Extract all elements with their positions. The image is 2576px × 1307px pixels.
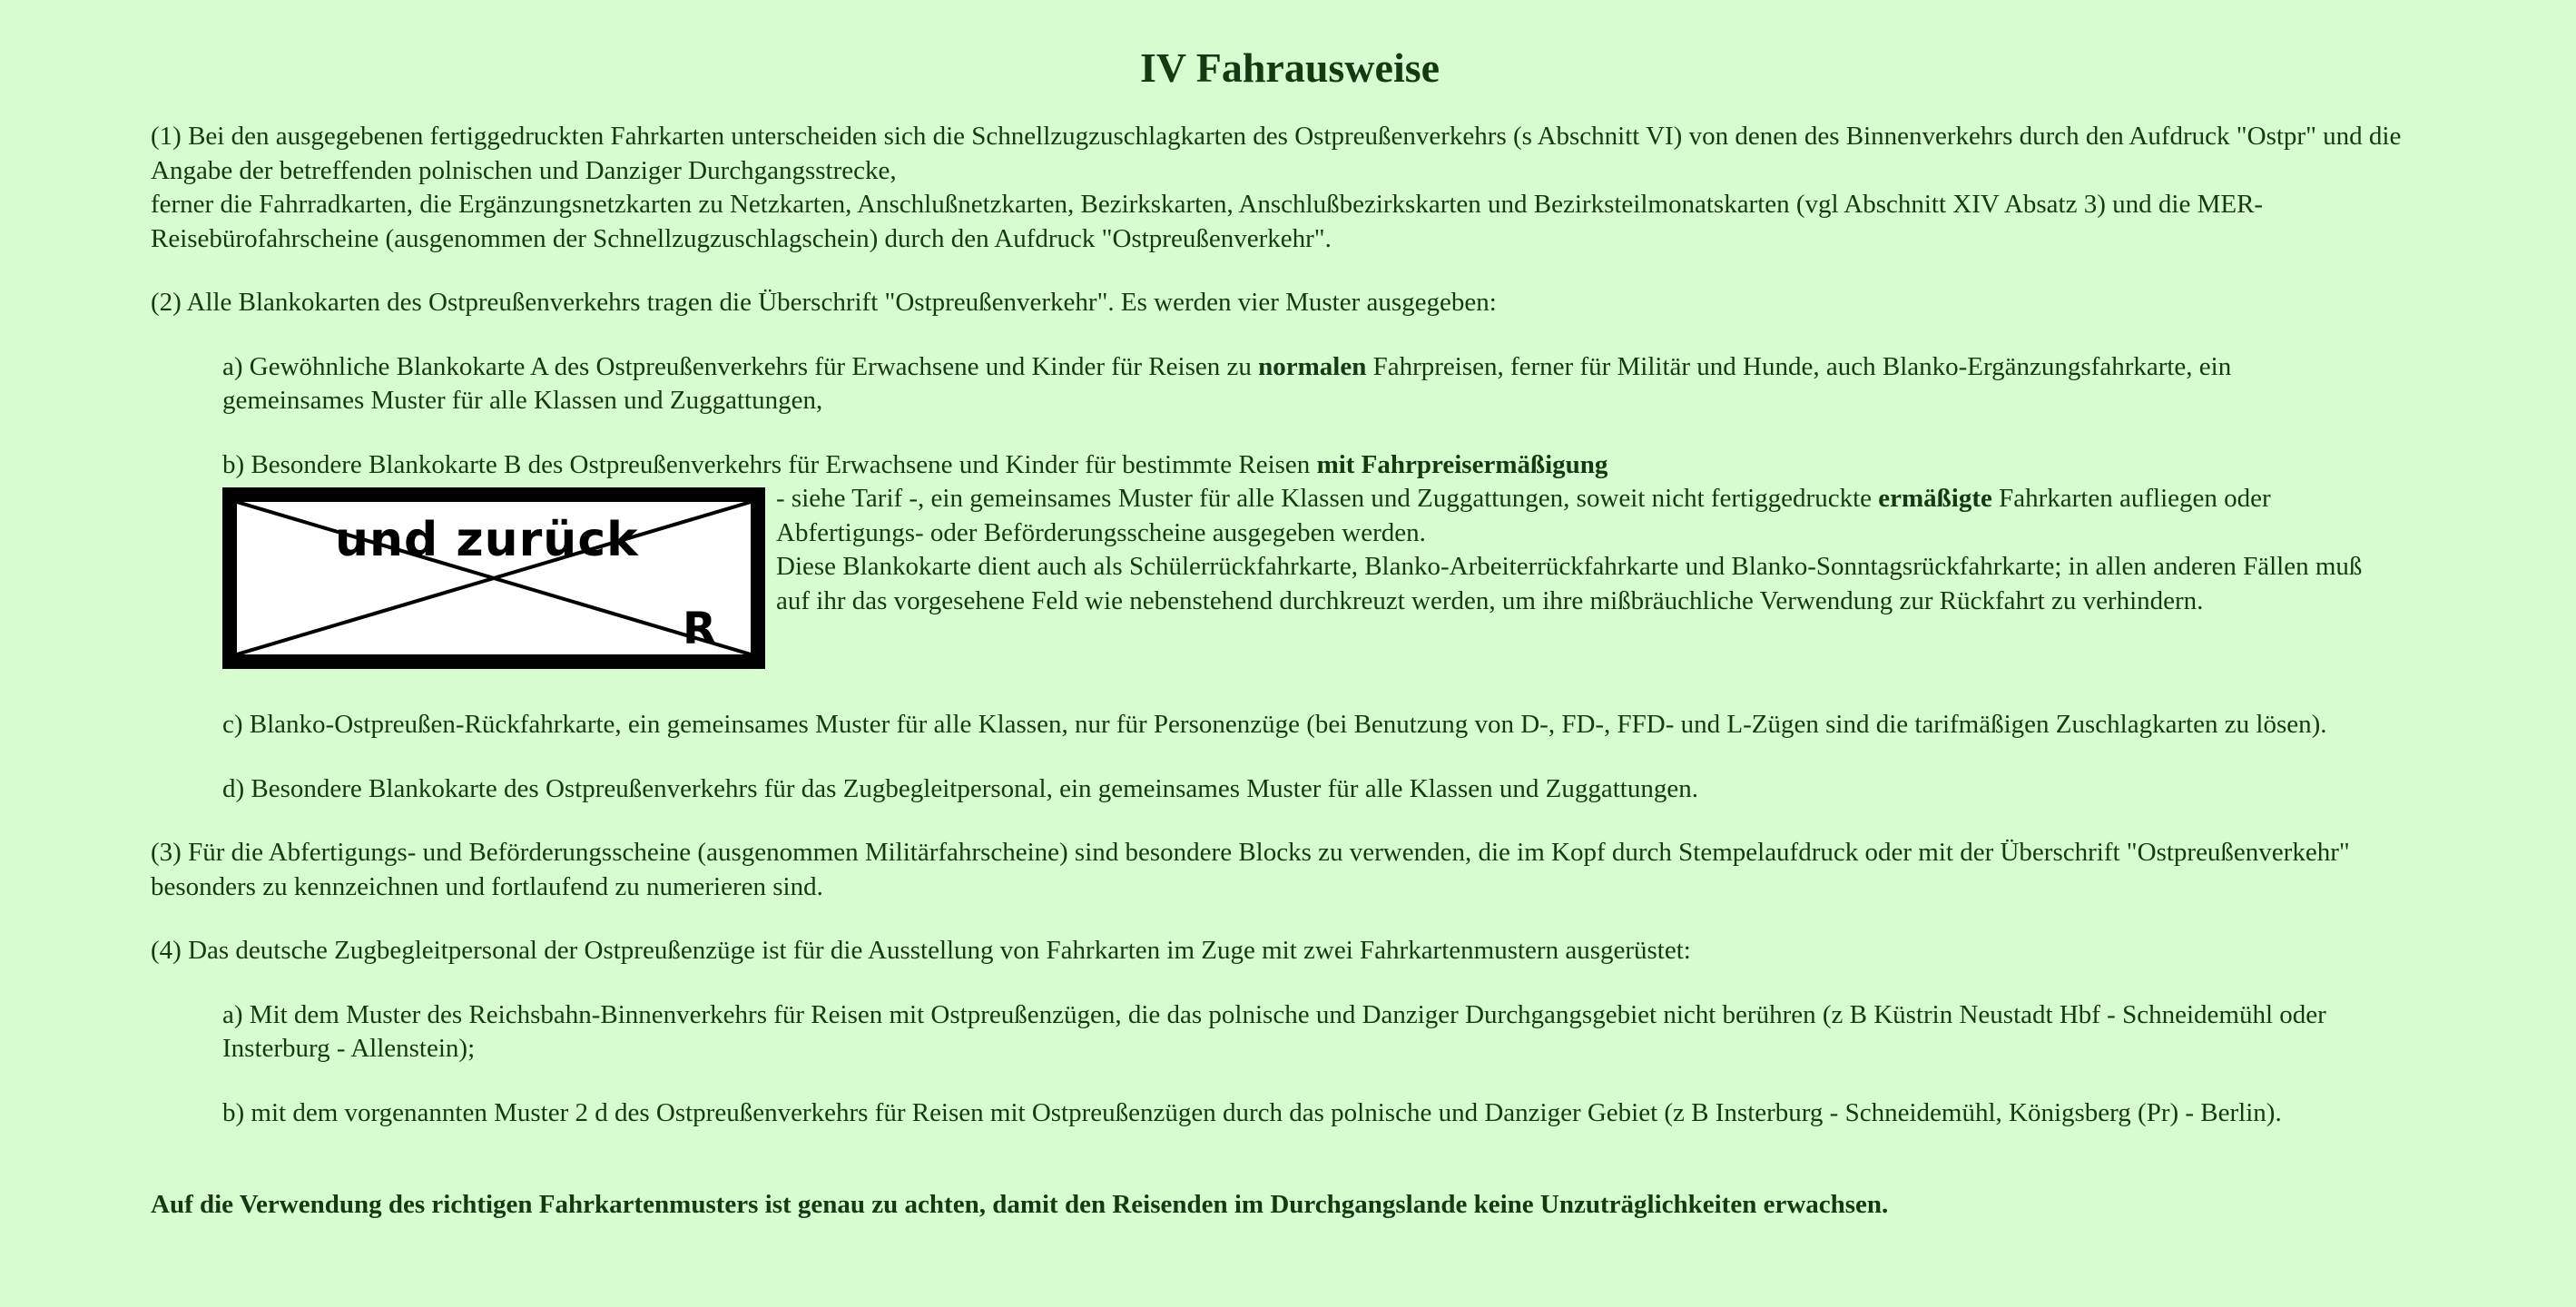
paragraph-2: (2) Alle Blankokarten des Ostpreußenverkehrs tragen die Überschrift "Ostpreußenverkehr". Es werden vier Muster ausgegeben:: [151, 288, 1497, 317]
paragraph-1: [151, 120, 2429, 256]
figure-main-text: und zurück: [335, 513, 639, 567]
paragraph-2b: [222, 448, 2383, 483]
paragraph-2b-bold-2: ermäßigte: [1878, 484, 1992, 513]
paragraph-1-part-a: (1) Bei den ausgegebenen fertiggedruckten Fahrkarten unterscheiden sich die Schnellzugzuschlagkarten des Ostpreußenverkehrs (s Abschnitt VI) von denen des Binnenverkehrs durch den Aufdruck "Ostpr" und die Angabe der betreffenden polnischen und Danziger Durchgangsstrecke,: [151, 122, 2402, 185]
paragraph-2b-mid: - siehe Tarif -, ein gemeinsames Muster für alle Klassen und Zuggattungen, soweit nicht fertiggedruckte: [776, 484, 1879, 513]
paragraph-2b-continued: [776, 482, 2392, 618]
paragraph-4a: a) Mit dem Muster des Reichsbahn-Binnenverkehrs für Reisen mit Ostpreußenzügen, die das polnische und Danziger Durchgangsgebiet nicht berühren (z B Küstrin Neustadt Hbf - Schneidemühl oder Insterburg - Allenstein);: [222, 999, 2326, 1063]
paragraph-2b-bold-1: mit Fahrpreisermäßigung: [1316, 449, 1608, 479]
paragraph-2a: [222, 350, 2319, 418]
figure-corner-letter: R: [683, 604, 716, 654]
paragraph-2b-block: [222, 448, 2473, 679]
paragraph-2c: c) Blanko-Ostpreußen-Rückfahrkarte, ein gemeinsames Muster für alle Klassen, nur für Personenzüge (bei Benutzung von D-, FD-, FFD- und L-Zügen sind die tarifmäßigen Zuschlagkarten zu lösen).: [222, 710, 2327, 739]
final-note: Auf die Verwendung des richtigen Fahrkartenmusters ist genau zu achten, damit den Reisenden im Durchgangslande keine Unzuträglichkeiten erwachsen.: [151, 1190, 1889, 1219]
crossed-ticket-field: [237, 502, 751, 654]
paragraph-2b-pre: b) Besondere Blankokarte B des Ostpreußenverkehrs für Erwachsene und Kinder für bestimmte Reisen: [222, 449, 1317, 479]
paragraph-2b-second: Diese Blankokarte dient auch als Schülerrückfahrkarte, Blanko-Arbeiterrückfahrkarte und Blanko-Sonntagsrückfahrkarte; in allen anderen Fällen muß auf ihr das vorgesehene Feld wie nebenstehend durchkreuzt werden, um ihre mißbräuchliche Verwendung zur Rückfahrt zu verhindern.: [776, 552, 2363, 615]
page-title: IV Fahrausweise: [1139, 44, 1440, 91]
paragraph-4: (4) Das deutsche Zugbegleitpersonal der Ostpreußenzüge ist für die Ausstellung von Fahrkarten im Zuge mit zwei Fahrkartenmustern ausgerüstet:: [151, 936, 1691, 965]
paragraph-4b: b) mit dem vorgenannten Muster 2 d des Ostpreußenverkehrs für Reisen mit Ostpreußenzügen durch das polnische und Danziger Gebiet (z B Insterburg - Schneidemühl, Königsberg (Pr) - Berlin).: [222, 1097, 2282, 1127]
paragraph-2b-post: Fahrkarten aufliegen oder Abfertigungs- oder Beförderungsscheine ausgegeben werden.: [776, 484, 2271, 547]
paragraph-2a-bold: normalen: [1258, 351, 1367, 381]
document-page: [151, 36, 2429, 1253]
paragraph-1-part-b: ferner die Fahrradkarten, die Ergänzungsnetzkarten zu Netzkarten, Anschlußnetzkarten, Bezirkskarten, Anschlußbezirkskarten und Bezirksteilmonatskarten (vgl Abschnitt XIV Absatz 3) und die MER-Reisebürofahrscheine (ausgenommen der Schnellzugzuschlagschein) durch den Aufdruck "Ostpreußenverkehr".: [151, 190, 2264, 253]
crossed-ticket-figure: [222, 487, 765, 669]
paragraph-2a-pre: a) Gewöhnliche Blankokarte A des Ostpreußenverkehrs für Erwachsene und Kinder für Reisen zu: [222, 351, 1259, 381]
paragraph-2a-post: Fahrpreisen, ferner für Militär und Hunde, auch Blanko-Ergänzungsfahrkarte, ein gemeinsames Muster für alle Klassen und Zuggattungen,: [222, 351, 2232, 415]
paragraph-3: (3) Für die Abfertigungs- und Beförderungsscheine (ausgenommen Militärfahrscheine) sind besondere Blocks zu verwenden, die im Kopf durch Stempelaufdruck oder mit der Überschrift "Ostpreußenverkehr" besonders zu kennzeichnen und fortlaufend zu numerieren sind.: [151, 838, 2350, 901]
paragraph-2d: d) Besondere Blankokarte des Ostpreußenverkehrs für das Zugbegleitpersonal, ein gemeinsames Muster für alle Klassen und Zuggattungen.: [222, 773, 1698, 803]
